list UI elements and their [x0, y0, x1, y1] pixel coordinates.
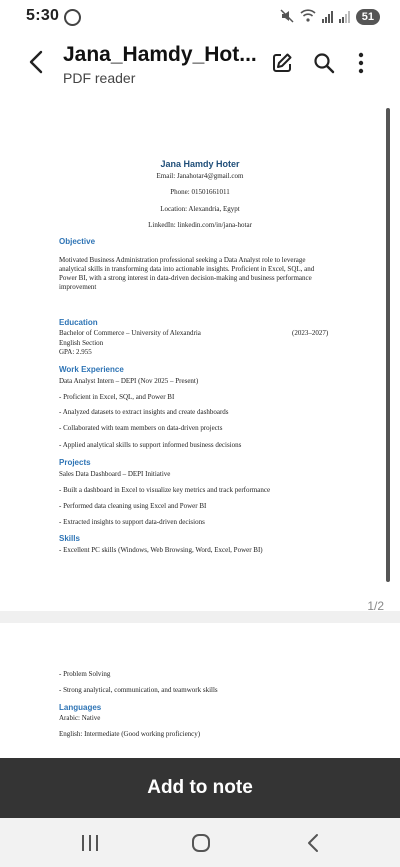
app-toolbar: [0, 34, 400, 96]
languages-heading: Languages: [59, 703, 102, 712]
language-item: English: Intermediate (Good working proficiency): [59, 730, 201, 738]
resume-email: Email: Janahotar4@gmail.com: [156, 172, 244, 180]
objective-line: Power BI, with a strong interest in data-driven decision-making and business performance: [59, 274, 312, 282]
resume-phone: Phone: 01501661011: [170, 188, 230, 196]
wifi-icon: [300, 9, 316, 25]
work-bullet: - Applied analytical skills to support informed business decisions: [59, 441, 242, 449]
home-icon[interactable]: [186, 830, 216, 856]
status-time: 5:30: [26, 7, 60, 24]
work-bullet: - Analyzed datasets to extract insights and create dashboards: [59, 408, 229, 416]
work-bullet: - Proficient in Excel, SQL, and Power BI: [59, 393, 175, 401]
edit-icon[interactable]: [267, 48, 297, 78]
work-bullet: - Collaborated with team members on data-driven projects: [59, 424, 223, 432]
pdf-viewer[interactable]: [0, 96, 400, 758]
search-icon[interactable]: [309, 48, 339, 78]
mute-icon: [280, 9, 294, 26]
objective-text: [59, 256, 314, 292]
projects-title: Sales Data Dashboard – DEPI Initiative: [59, 470, 171, 478]
education-heading: Education: [59, 318, 98, 327]
add-to-note-button[interactable]: [0, 758, 400, 818]
projects-bullet: - Performed data cleaning using Excel and Power BI: [59, 502, 207, 510]
resume-location: Location: Alexandria, Egypt: [160, 205, 240, 213]
projects-heading: Projects: [59, 458, 91, 467]
projects-bullet: - Built a dashboard in Excel to visualize key metrics and track performance: [59, 486, 271, 494]
resume-name: Jana Hamdy Hoter: [160, 159, 240, 169]
document-title: Jana_Hamdy_Hot...: [63, 43, 257, 66]
signal-icon-2: [339, 11, 350, 23]
chatgpt-app-icon: [64, 9, 81, 26]
projects-bullet: - Extracted insights to support data-driven decisions: [59, 518, 205, 526]
status-icons: [280, 7, 380, 27]
add-to-note-label: Add to note: [147, 777, 253, 798]
skills-item: - Excellent PC skills (Windows, Web Browsing, Word, Excel, Power BI): [59, 546, 263, 554]
skills-item: - Strong analytical, communication, and teamwork skills: [59, 686, 218, 694]
objective-line: Motivated Business Administration professional seeking a Data Analyst role to leverage: [59, 256, 306, 264]
education-degree: Bachelor of Commerce – University of Alexandria: [59, 329, 201, 337]
signal-icon: [322, 11, 333, 23]
work-heading: Work Experience: [59, 365, 124, 374]
app-subtitle: PDF reader: [63, 70, 136, 86]
system-nav-bar: [0, 818, 400, 867]
nav-back-icon[interactable]: [298, 830, 328, 856]
education-section: English Section: [59, 339, 104, 347]
pdf-page-1: [0, 96, 400, 611]
pdf-page-2: [0, 623, 400, 758]
objective-line: analytical skills in transforming data into actionable insights. Proficient in Excel, SQL, and: [59, 265, 315, 273]
education-years: (2023–2027): [292, 329, 329, 337]
skills-item: - Problem Solving: [59, 670, 111, 678]
work-role: Data Analyst Intern – DEPI (Nov 2025 – Present): [59, 377, 199, 385]
recents-icon[interactable]: [75, 830, 105, 856]
resume-linkedin: LinkedIn: linkedin.com/in/jana-hotar: [148, 221, 252, 229]
scrollbar-thumb[interactable]: [386, 108, 390, 582]
objective-line: improvement: [59, 283, 97, 291]
objective-heading: Objective: [59, 237, 96, 246]
skills-heading: Skills: [59, 534, 80, 543]
back-arrow-icon[interactable]: [22, 48, 50, 76]
more-vert-icon[interactable]: [346, 48, 376, 78]
education-gpa: GPA: 2.955: [59, 348, 92, 356]
status-bar: [0, 0, 400, 34]
page-indicator: 1/2: [367, 599, 384, 613]
battery-icon: 51: [356, 9, 380, 25]
language-item: Arabic: Native: [59, 714, 101, 722]
